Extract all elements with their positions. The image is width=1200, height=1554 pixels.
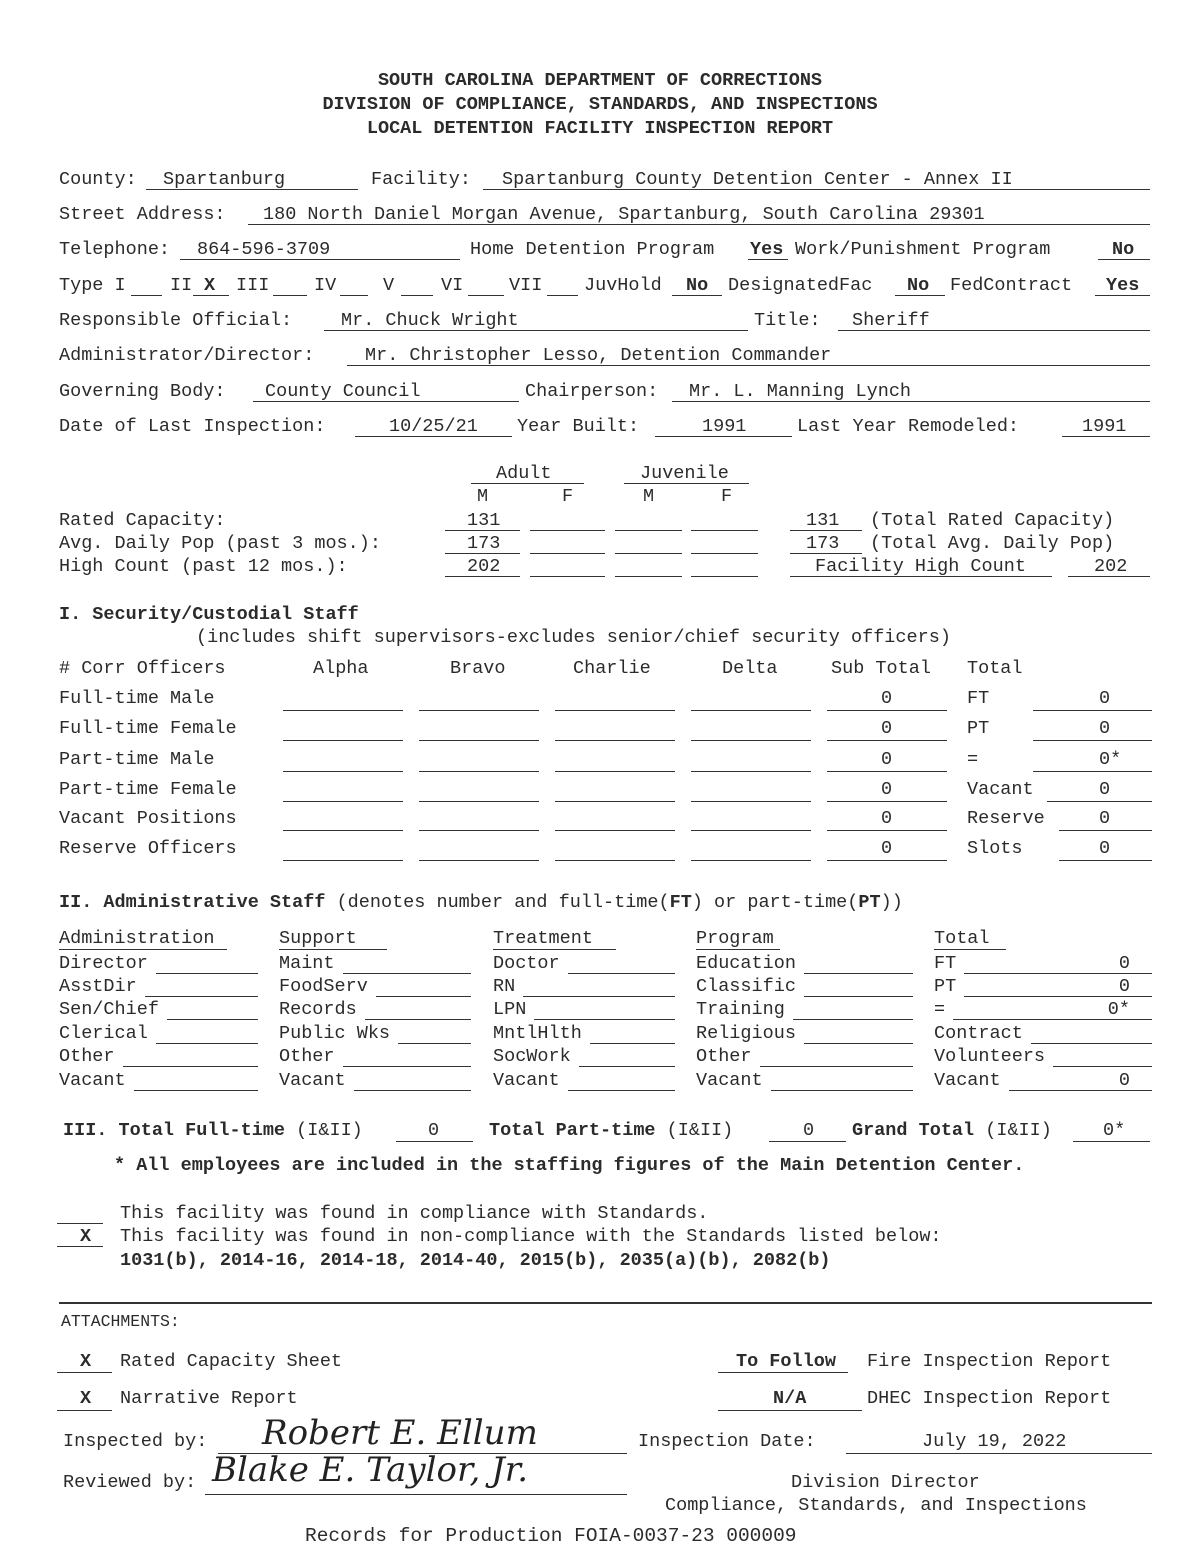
subtotal-line (827, 710, 947, 711)
security-blank-line (691, 740, 811, 741)
admin-staff-pt: PT (858, 892, 881, 913)
title-value: Sheriff (852, 310, 930, 331)
security-row-subtotal: 0 (881, 688, 893, 709)
support-item: Other (279, 1046, 335, 1067)
total-ft-label (63, 1120, 363, 1142)
admin-blank-line (760, 1066, 913, 1067)
security-blank-line (283, 830, 403, 831)
admin-blank-line (523, 996, 675, 997)
type-label: Type I (59, 275, 126, 296)
security-blank-line (691, 771, 811, 772)
security-blank-line (555, 771, 675, 772)
security-total-label: Vacant (967, 779, 1034, 800)
security-blank-line (283, 740, 403, 741)
subtotal-line (827, 860, 947, 861)
head-treatment: Treatment (493, 928, 593, 949)
security-total-label: = (967, 749, 979, 770)
total-item: FT (934, 953, 957, 974)
type-ii-label: II (170, 275, 193, 296)
rated-total-label: (Total Rated Capacity) (870, 510, 1115, 531)
type-iv-label: IV (314, 275, 337, 296)
total-line (1033, 771, 1152, 772)
fedcontract-value: Yes (1106, 275, 1140, 296)
admin-blank-line (804, 973, 913, 974)
security-blank-line (419, 801, 539, 802)
avg-total-label: (Total Avg. Daily Pop) (870, 533, 1115, 554)
admin-staff-or-pt: ) or part-time( (691, 892, 859, 913)
support-item: Public Wks (279, 1023, 391, 1044)
admin-value: Mr. Christopher Lesso, Detention Commander (365, 345, 832, 366)
county-label: County: (59, 169, 137, 190)
admin-label: Administrator/Director: (59, 345, 315, 366)
total-item: PT (934, 976, 957, 997)
support-item: Maint (279, 953, 335, 974)
total-ft-sub: (I&II) (296, 1120, 363, 1141)
admin-blank-line (534, 1019, 675, 1020)
admin-blank-line (376, 996, 471, 997)
standards-list: 1031(b), 2014-16, 2014-18, 2014-40, 2015(b), 2035(a)(b), 2082(b) (120, 1250, 831, 1271)
narrative-mark: X (80, 1388, 92, 1409)
admin-total-value: 0 (1118, 953, 1130, 974)
security-total-value: 0 (1099, 688, 1111, 709)
security-blank-line (555, 801, 675, 802)
security-row-subtotal: 0 (881, 718, 893, 739)
adult-header: Adult (496, 463, 552, 484)
col-alpha: Alpha (313, 658, 369, 679)
security-blank-line (419, 830, 539, 831)
rated-total-value: 131 (806, 510, 840, 531)
admin-item: AsstDir (59, 976, 137, 997)
compliant-text: This facility was found in compliance with Standards. (120, 1203, 709, 1224)
admin-blank-line (579, 1066, 675, 1067)
admin-total-value: 0* (1107, 999, 1130, 1020)
admin-item: Other (59, 1046, 115, 1067)
head-administration: Administration (59, 928, 215, 949)
program-item: Classific (696, 976, 796, 997)
reviewed-signature: Blake E. Taylor, Jr. (212, 1450, 529, 1490)
division-director-title: Division Director (791, 1472, 980, 1493)
treatment-item: Doctor (493, 953, 560, 974)
records-footer: Records for Production FOIA-0037-23 000009 (305, 1525, 797, 1547)
security-total-value: 0 (1099, 779, 1111, 800)
security-row-label: Vacant Positions (59, 808, 237, 829)
year-built-label: Year Built: (517, 416, 640, 437)
type-iii-label: III (236, 275, 270, 296)
rated-m-value: 131 (467, 510, 501, 531)
subtotal-line (827, 801, 947, 802)
security-total-label: PT (967, 718, 990, 739)
program-item: Training (696, 999, 785, 1020)
street-label: Street Address: (59, 204, 226, 225)
total-ft-value: 0 (428, 1120, 440, 1141)
admin-blank-line (1009, 1090, 1152, 1091)
security-blank-line (691, 710, 811, 711)
admin-staff-title (59, 892, 903, 914)
governing-value: County Council (265, 381, 421, 402)
admin-blank-line (590, 1043, 675, 1044)
rated-sheet-mark: X (80, 1351, 92, 1372)
support-item: Records (279, 999, 357, 1020)
security-total-value: 0 (1099, 838, 1111, 859)
designated-label: DesignatedFac (728, 275, 873, 296)
last-inspection-value: 10/25/21 (389, 416, 478, 437)
col-officers: # Corr Officers (59, 658, 226, 679)
admin-blank-line (1031, 1043, 1152, 1044)
security-row-label: Full-time Male (59, 688, 215, 709)
admin-staff-title-rest: (denotes number and full-time( (336, 892, 670, 913)
admin-total-value: 0 (1118, 976, 1130, 997)
telephone-label: Telephone: (59, 239, 171, 260)
col-subtotal: Sub Total (831, 658, 931, 679)
security-blank-line (555, 830, 675, 831)
dhec-status: N/A (773, 1388, 807, 1409)
admin-item: Sen/Chief (59, 999, 159, 1020)
admin-blank-line (145, 996, 258, 997)
admin-blank-line (365, 1019, 471, 1020)
security-blank-line (691, 801, 811, 802)
high-total-label: Facility High Count (815, 556, 1026, 577)
admin-blank-line (156, 973, 258, 974)
chair-value: Mr. L. Manning Lynch (689, 381, 912, 402)
security-blank-line (555, 860, 675, 861)
attachments-label: ATTACHMENTS: (61, 1312, 180, 1331)
admin-blank-line (568, 973, 675, 974)
total-line (1033, 740, 1152, 741)
title-label: Title: (754, 310, 821, 331)
program-item: Education (696, 953, 796, 974)
treatment-item: MntlHlth (493, 1023, 582, 1044)
total-item: Volunteers (934, 1046, 1046, 1067)
noncompliant-mark: X (80, 1226, 92, 1247)
security-blank-line (283, 771, 403, 772)
remodeled-value: 1991 (1082, 416, 1127, 437)
work-program-value: No (1112, 239, 1135, 260)
security-blank-line (283, 710, 403, 711)
security-total-label: Slots (967, 838, 1023, 859)
total-pt-sub: (I&II) (666, 1120, 734, 1141)
type-ii-mark: X (204, 275, 216, 296)
security-row-subtotal: 0 (881, 779, 893, 800)
admin-blank-line (771, 1090, 913, 1091)
high-count-label: High Count (past 12 mos.): (59, 556, 348, 577)
admin-blank-line (793, 1019, 913, 1020)
work-program-label: Work/Punishment Program (795, 239, 1051, 260)
support-item: FoodServ (279, 976, 368, 997)
total-line (1047, 801, 1152, 802)
admin-total-value: 0 (1118, 1070, 1130, 1091)
type-vi-label: VI (441, 275, 464, 296)
total-pt-label-bold: Total Part-time (489, 1120, 656, 1141)
home-detention-value: Yes (750, 239, 784, 260)
admin-blank-line (156, 1043, 258, 1044)
admin-staff-title-bold: II. Administrative Staff (59, 892, 326, 913)
admin-blank-line (343, 973, 471, 974)
total-pt-label (489, 1120, 733, 1142)
street-value: 180 North Daniel Morgan Avenue, Spartanburg, South Carolina 29301 (263, 204, 985, 225)
fire-status: To Follow (736, 1351, 836, 1372)
remodeled-label: Last Year Remodeled: (797, 416, 1020, 437)
header-line-1: SOUTH CAROLINA DEPARTMENT OF CORRECTIONS (377, 70, 823, 91)
security-row-subtotal: 0 (881, 808, 893, 829)
telephone-value: 864-596-3709 (197, 239, 331, 260)
high-m-value: 202 (467, 556, 501, 577)
security-total-value: 0 (1099, 718, 1111, 739)
security-blank-line (419, 771, 539, 772)
head-program: Program (696, 928, 774, 949)
col-bravo: Bravo (450, 658, 506, 679)
security-blank-line (419, 860, 539, 861)
grand-total-label-bold: Grand Total (852, 1120, 975, 1141)
security-total-label: FT (967, 688, 990, 709)
total-line (1059, 830, 1152, 831)
admin-blank-line (167, 1019, 258, 1020)
avg-daily-pop-label: Avg. Daily Pop (past 3 mos.): (59, 533, 381, 554)
security-title: I. Security/Custodial Staff (59, 604, 359, 625)
security-row-label: Part-time Female (59, 779, 237, 800)
grand-total-sub: (I&II) (985, 1120, 1052, 1141)
total-item: Vacant (934, 1070, 1001, 1091)
subtotal-line (827, 740, 947, 741)
division-director-dept: Compliance, Standards, and Inspections (665, 1495, 1087, 1516)
header-line-3: LOCAL DETENTION FACILITY INSPECTION REPORT (366, 118, 834, 139)
total-item: = (934, 999, 946, 1020)
inspection-date-label: Inspection Date: (638, 1431, 816, 1452)
col-total: Total (967, 658, 1023, 679)
rated-sheet-label: Rated Capacity Sheet (120, 1351, 343, 1372)
juvhold-value: No (686, 275, 709, 296)
inspected-signature: Robert E. Ellum (262, 1413, 538, 1453)
admin-item: Vacant (59, 1070, 126, 1091)
governing-label: Governing Body: (59, 381, 226, 402)
program-item: Other (696, 1046, 752, 1067)
treatment-item: Vacant (493, 1070, 560, 1091)
security-total-value: 0* (1099, 749, 1122, 770)
security-blank-line (691, 830, 811, 831)
fedcontract-label: FedContract (950, 275, 1073, 296)
security-blank-line (419, 710, 539, 711)
treatment-item: SocWork (493, 1046, 571, 1067)
security-subtitle: (includes shift supervisors-excludes senior/chief security officers) (196, 627, 951, 648)
staffing-note: * All employees are included in the staffing figures of the Main Detention Center. (114, 1155, 1025, 1176)
head-total: Total (934, 928, 990, 949)
header-line-2: DIVISION OF COMPLIANCE, STANDARDS, AND INSPECTIONS (322, 94, 878, 115)
admin-blank-line (398, 1043, 471, 1044)
program-item: Religious (696, 1023, 796, 1044)
admin-blank-line (804, 1043, 913, 1044)
total-item: Contract (934, 1023, 1023, 1044)
security-row-label: Reserve Officers (59, 838, 237, 859)
year-built-value: 1991 (702, 416, 747, 437)
section-divider (59, 1302, 1152, 1304)
admin-staff-ft: FT (669, 892, 692, 913)
security-row-subtotal: 0 (881, 749, 893, 770)
grand-total-label (852, 1120, 1052, 1142)
official-label: Responsible Official: (59, 310, 293, 331)
subtotal-line (827, 830, 947, 831)
adult-f-header: F (562, 486, 574, 507)
subtotal-line (827, 771, 947, 772)
security-blank-line (283, 801, 403, 802)
security-row-subtotal: 0 (881, 838, 893, 859)
security-blank-line (283, 860, 403, 861)
admin-blank-line (804, 996, 913, 997)
inspection-date-value: July 19, 2022 (922, 1431, 1067, 1452)
reviewed-by-label: Reviewed by: (63, 1472, 197, 1493)
facility-label: Facility: (371, 169, 471, 190)
narrative-label: Narrative Report (120, 1388, 298, 1409)
security-total-label: Reserve (967, 808, 1045, 829)
official-value: Mr. Chuck Wright (341, 310, 519, 331)
noncompliant-text: This facility was found in non-compliance with the Standards listed below: (120, 1226, 942, 1247)
program-item: Vacant (696, 1070, 763, 1091)
total-line (1059, 860, 1152, 861)
juvhold-label: JuvHold (584, 275, 662, 296)
avg-total-value: 173 (806, 533, 840, 554)
col-delta: Delta (722, 658, 778, 679)
head-support: Support (279, 928, 357, 949)
total-pt-value: 0 (803, 1120, 815, 1141)
inspected-by-label: Inspected by: (63, 1431, 208, 1452)
security-blank-line (555, 710, 675, 711)
designated-value: No (907, 275, 930, 296)
total-line (1033, 710, 1152, 711)
high-total-value: 202 (1094, 556, 1128, 577)
security-row-label: Full-time Female (59, 718, 237, 739)
juv-f-header: F (721, 486, 733, 507)
home-detention-label: Home Detention Program (470, 239, 715, 260)
chair-label: Chairperson: (525, 381, 659, 402)
avg-m-value: 173 (467, 533, 501, 554)
treatment-item: LPN (493, 999, 527, 1020)
security-total-value: 0 (1099, 808, 1111, 829)
treatment-item: RN (493, 976, 516, 997)
juvenile-header: Juvenile (640, 463, 729, 484)
last-inspection-label: Date of Last Inspection: (59, 416, 326, 437)
admin-blank-line (1053, 1066, 1152, 1067)
admin-blank-line (343, 1066, 471, 1067)
admin-item: Director (59, 953, 148, 974)
admin-blank-line (568, 1090, 675, 1091)
facility-value: Spartanburg County Detention Center - Annex II (502, 169, 1013, 190)
admin-blank-line (134, 1090, 258, 1091)
admin-item: Clerical (59, 1023, 148, 1044)
security-blank-line (419, 740, 539, 741)
total-ft-label-bold: III. Total Full-time (63, 1120, 286, 1141)
type-v-label: V (383, 275, 395, 296)
col-charlie: Charlie (573, 658, 651, 679)
security-blank-line (691, 860, 811, 861)
grand-total-value: 0* (1103, 1120, 1126, 1141)
admin-blank-line (123, 1066, 258, 1067)
adult-m-header: M (477, 486, 489, 507)
type-vii-label: VII (509, 275, 543, 296)
rated-capacity-label: Rated Capacity: (59, 510, 226, 531)
support-item: Vacant (279, 1070, 346, 1091)
security-row-label: Part-time Male (59, 749, 215, 770)
admin-blank-line (354, 1090, 471, 1091)
admin-staff-close: )) (880, 892, 903, 913)
juv-m-header: M (643, 486, 655, 507)
dhec-report-label: DHEC Inspection Report (867, 1388, 1112, 1409)
security-blank-line (555, 740, 675, 741)
fire-report-label: Fire Inspection Report (867, 1351, 1112, 1372)
county-value: Spartanburg (163, 169, 286, 190)
